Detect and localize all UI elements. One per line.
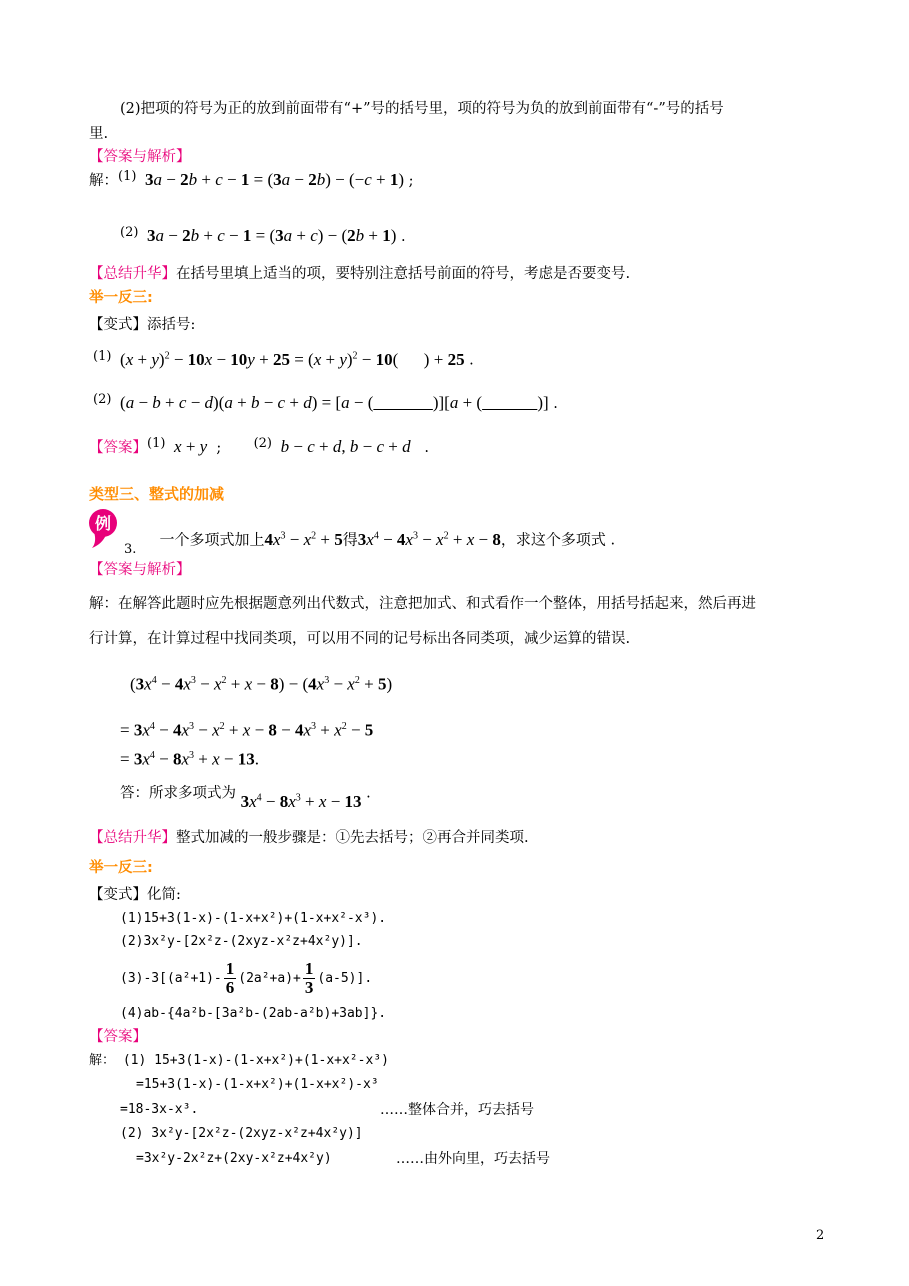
summary-1 — [89, 264, 630, 284]
variant-text-2: 化简: — [147, 887, 181, 903]
simplify-item-3-b: (2a²+a)+ — [238, 971, 301, 986]
step-3: =18-3x-x³. — [120, 1102, 199, 1117]
simplify-item-3 — [120, 956, 372, 1002]
answer-1-number: (1) — [147, 436, 166, 451]
solution-1-equation: 3a − 2b + c − 1 = (3a − 2b) − (−c + 1) — [145, 170, 405, 189]
answer-analysis-header-2: 【答案与解析】 — [89, 562, 191, 578]
example-badge-icon — [88, 508, 118, 550]
simplify-item-4: (4)ab-{4a²b-[3a²b-(2ab-a²b)+3ab]}. — [120, 1006, 387, 1021]
answer-2-value: b − c + d, b − c + d — [280, 437, 411, 456]
variant-item-1: (1) $(x + y)^2 - 10x - 10y + 25 = (x + y)^2 - 10$( ) + 25 . — [93, 348, 474, 369]
answer-2-number: (2) — [253, 436, 273, 451]
variant-header: 【变式】 — [89, 317, 147, 333]
summary-text: 在括号里填上适当的项，要特别注意括号前面的符号，考虑是否要变号. — [176, 266, 631, 282]
example-3: 3. 一个多项式加上$4x^3 - x^2 + 5$得$3x^4 - 4x^3 - x^2 + x - 8$，求这个多项式 . — [124, 529, 616, 557]
step-2: =15+3(1-x)-(1-x+x²)+(1-x+x²)-x³ — [136, 1077, 379, 1092]
final-answer-poly: $3x^4 - 8x^3 + x - 13$ — [240, 791, 362, 811]
variant-item-2: (2) (a − b + c − d)(a + b − c + d) = [a − ( )][a + ( )] . — [93, 392, 558, 412]
simplify-item-2: (2)3x²y-[2x²z-(2xyz-x²z+4x²y)]. — [120, 934, 363, 949]
fraction-one-sixth: $\frac{1}{6}$ — [225, 959, 235, 997]
answer-analysis-header: 【答案与解析】 — [89, 149, 191, 165]
solution-2-equation: 3a − 2b + c − 1 = (3a + c) − (2b + 1) — [147, 226, 397, 245]
example-number: 3. — [124, 541, 137, 557]
variant-item-1-equation: $(x + y)^2 - 10x - 10y + 25 = (x + y)^2 - 10$( ) + 25 — [120, 349, 465, 369]
solution-2-number: (2) — [120, 225, 139, 240]
solution-1-number: (1) — [118, 169, 137, 184]
step-1: 解： (1) 15+3(1-x)-(1-x+x²)+(1-x+x²-x³) — [89, 1053, 389, 1068]
practice-header-2: 举一反三: — [89, 860, 153, 876]
variant-item-1-number: (1) — [93, 348, 112, 364]
example-poly-2: $3x^4 - 4x^3 - x^2 + x - 8$ — [357, 529, 501, 549]
final-answer-label: 答：所求多项式为 — [120, 785, 236, 802]
calc-line-1: $(3x^4 - 4x^3 - x^2 + x - 8) - (4x^3 - x^2 + 5)$ — [130, 674, 393, 694]
example-text-mid: 得 — [342, 530, 358, 549]
step-note-2: ……由外向里，巧去括号 — [396, 1151, 550, 1167]
page-number: 2 — [816, 1228, 825, 1243]
practice-header: 举一反三: — [89, 290, 153, 306]
solution-text-1: 解：在解答此题时应先根据题意列出代数式，注意把加式、和式看作一个整体，用括号括起来，然后再进 — [89, 596, 756, 612]
simplify-item-1: (1)15+3(1-x)-(1-x+x²)+(1-x+x²-x³). — [120, 911, 387, 926]
summary-header: 【总结升华】 — [89, 266, 176, 282]
answer-1: 【答案】(1) x + y ; (2) b − c + d, b − c + d . — [89, 436, 430, 456]
answer-1-value: x + y — [174, 437, 208, 456]
variant-item-2-number: (2) — [93, 392, 112, 407]
step-4: (2) 3x²y-[2x²z-(2xyz-x²z+4x²y)] — [120, 1126, 363, 1141]
section-title: 类型三、整式的加减 — [89, 485, 225, 503]
calc-line-2: = $3x^4 - 4x^3 - x^2 + x - 8 - 4x^3 + x^2 - 5$ — [120, 720, 374, 740]
summary-header-2: 【总结升华】 — [89, 830, 176, 846]
solution-prefix: 解： — [89, 173, 118, 189]
solution-1: 解：(1) 3a − 2b + c − 1 = (3a − 2b) − (−c + 1) ; — [89, 169, 414, 189]
solution-text-2: 行计算，在计算过程中找同类项，可以用不同的记号标出各同类项，减少运算的错误. — [89, 631, 631, 647]
example-badge-text: 例 — [94, 514, 112, 533]
fraction-one-third: $\frac{1}{3}$ — [304, 959, 314, 997]
intro-line-1: (2)把项的符号为正的放到前面带有“+”号的括号里，项的符号为负的放到前面带有“-”号的括号 — [120, 101, 724, 117]
answer-tag: 【答案】 — [89, 440, 147, 456]
answer-tag-2: 【答案】 — [89, 1029, 147, 1045]
step-note-1: ……整体合并，巧去括号 — [380, 1102, 534, 1118]
example-text-end: ，求这个多项式 — [500, 530, 606, 549]
variant-header-2: 【变式】 — [89, 887, 147, 903]
solution-2: (2) 3a − 2b + c − 1 = (3a + c) − (2b + 1) . — [120, 225, 406, 245]
variant-1 — [89, 315, 195, 335]
intro-line-2: 里. — [89, 126, 109, 142]
summary-text-2: 整式加减的一般步骤是：①先去括号；②再合并同类项. — [176, 830, 529, 846]
variant-item-2-equation: (a − b + c − d)(a + b − c + d) = [a − ( )][a + ( )] — [120, 393, 549, 412]
simplify-item-3-c: (a-5)]. — [317, 971, 373, 986]
example-poly-1: $4x^3 - x^2 + 5$ — [264, 529, 343, 549]
calc-line-3: = $3x^4 - 8x^3 + x - 13$. — [120, 749, 260, 769]
step-5: =3x²y-2x²z+(2xy-x²z+4x²y) — [136, 1151, 332, 1166]
example-text: 一个多项式加上 — [159, 530, 265, 549]
summary-2 — [89, 828, 529, 848]
final-answer: 答：所求多项式为 $3x^4 - 8x^3 + x - 13$ . — [120, 785, 371, 811]
simplify-item-3-a: (3)-3[(a²+1)- — [120, 971, 222, 986]
variant-text: 添括号: — [147, 317, 196, 333]
variant-2 — [89, 885, 181, 905]
